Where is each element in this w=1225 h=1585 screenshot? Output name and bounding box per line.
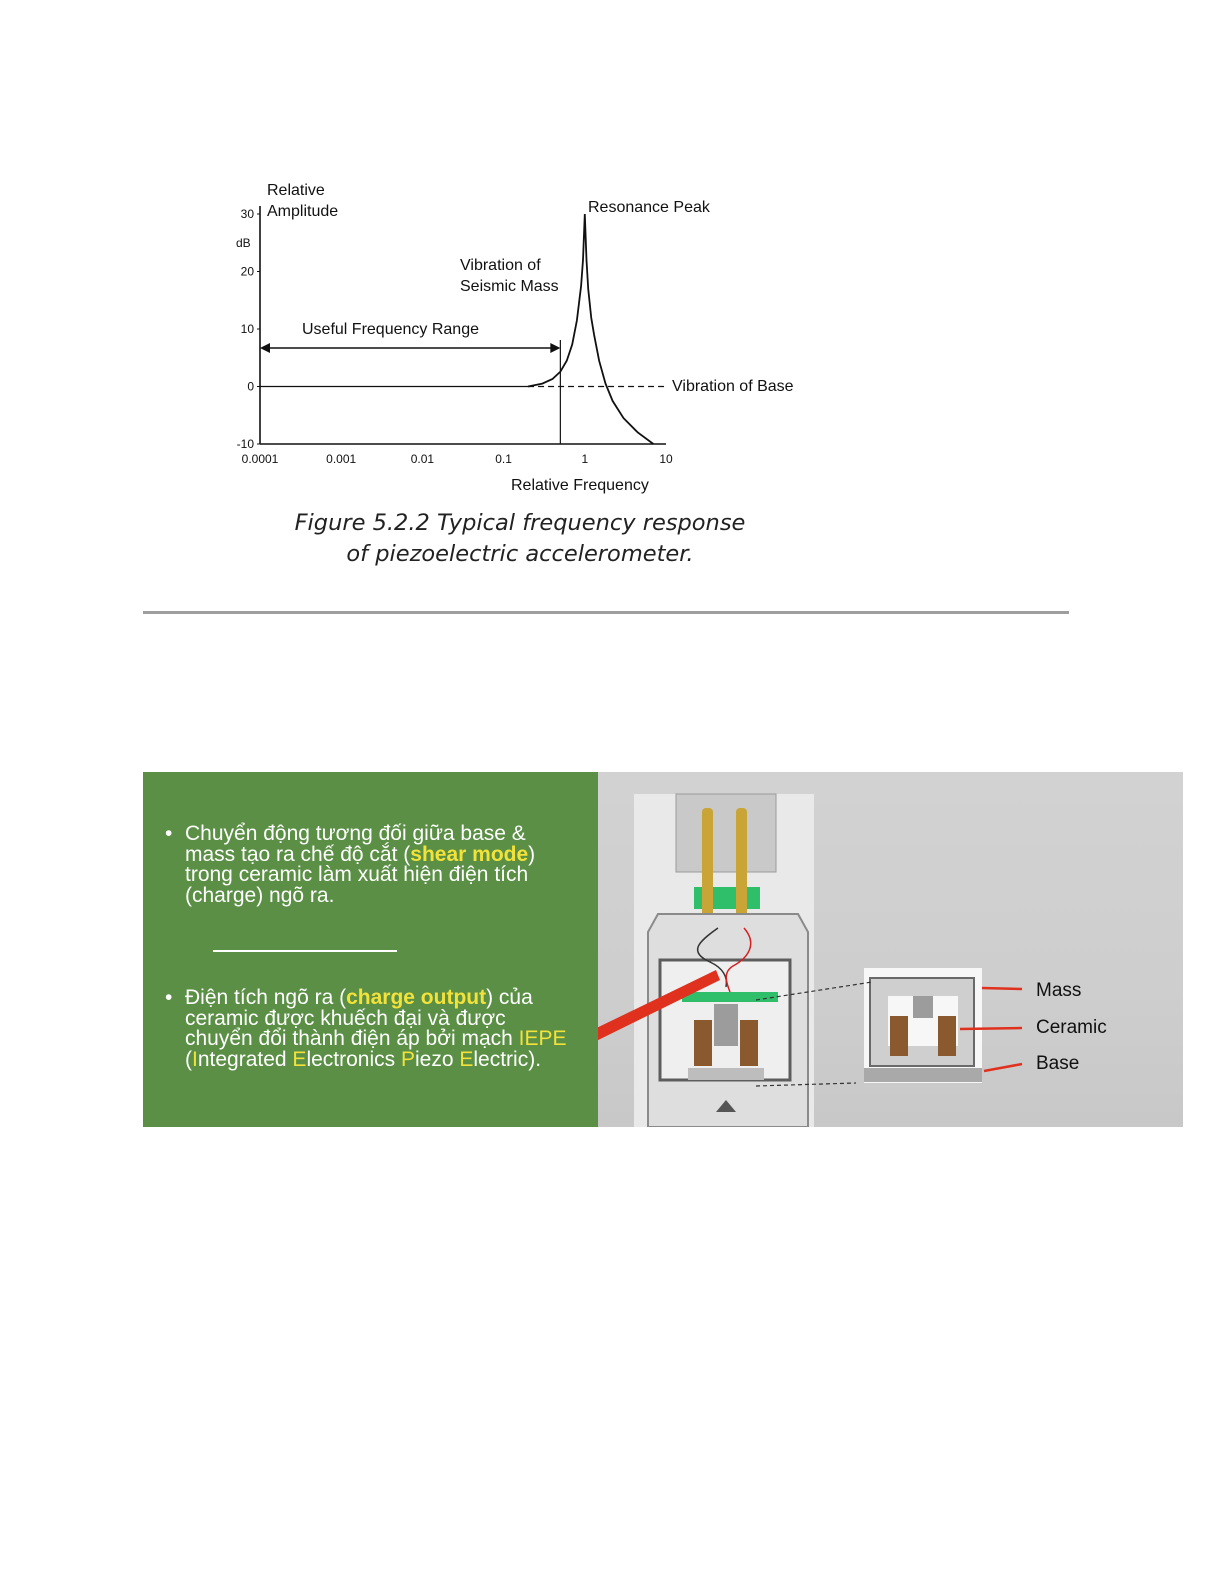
series-line-seismic-mass bbox=[528, 214, 653, 444]
frequency-response-chart bbox=[220, 170, 840, 510]
ceramic-arrow bbox=[960, 1028, 1022, 1029]
useful-range-arrowhead-left bbox=[260, 343, 270, 353]
x-tick-label: 10 bbox=[659, 452, 673, 466]
center-post bbox=[714, 1004, 738, 1046]
bullet2-text-b: ) của ceramic được khuếch đại và được chuyển đổi thành điện áp bởi mạch bbox=[185, 986, 533, 1050]
y-tick-label: 20 bbox=[240, 264, 254, 279]
x-tick-label: 0.001 bbox=[326, 452, 357, 466]
circuit-board bbox=[682, 992, 778, 1002]
annotation-seismic-mass-line1: Vibration of bbox=[460, 257, 541, 274]
mass-arrow bbox=[982, 988, 1022, 989]
y-tick-label: -10 bbox=[236, 437, 254, 451]
useful-range-arrow bbox=[260, 340, 560, 444]
figure-caption-line2: of piezoelectric accelerometer. bbox=[346, 541, 694, 567]
figure-caption-line1: Figure 5.2.2 Typical frequency response bbox=[294, 510, 746, 536]
accelerometer-cutaway-diagram bbox=[598, 772, 1183, 1127]
label-base: Base bbox=[1036, 1053, 1080, 1074]
annotation-seismic-mass-line2: Seismic Mass bbox=[460, 278, 559, 295]
annotation-resonance-peak: Resonance Peak bbox=[588, 199, 710, 216]
inset-ceramic-left bbox=[890, 1016, 908, 1056]
x-axis-label: Relative Frequency bbox=[511, 477, 649, 494]
pin-left bbox=[702, 808, 713, 928]
x-tick-label: 0.01 bbox=[410, 452, 435, 466]
y-axis-label-line1: Relative bbox=[267, 182, 325, 199]
bullet-shear-mode bbox=[165, 824, 575, 906]
inset-post bbox=[913, 996, 933, 1018]
bullet2-highlight: charge output bbox=[346, 986, 487, 1009]
inset-base bbox=[864, 1068, 982, 1082]
ceramic-right bbox=[740, 1020, 758, 1066]
bullet-dot: • bbox=[165, 986, 173, 1009]
x-tick-label: 0.1 bbox=[495, 452, 512, 466]
bullet-dot: • bbox=[165, 822, 173, 845]
inset-ceramic-right bbox=[938, 1016, 956, 1056]
base-arrow bbox=[984, 1064, 1022, 1071]
slide-text-panel bbox=[143, 772, 598, 1127]
label-ceramic: Ceramic bbox=[1036, 1017, 1107, 1038]
internal-base bbox=[688, 1068, 764, 1080]
slide-diagram-panel bbox=[598, 772, 1183, 1127]
pin-right bbox=[736, 808, 747, 928]
bullet1-text-a: Chuyển động tương đối giữa base & mass tạo ra chế độ cắt ( bbox=[185, 822, 526, 866]
slide-screenshot bbox=[143, 772, 1183, 1127]
ceramic-left bbox=[694, 1020, 712, 1066]
annotation-useful-range: Useful Frequency Range bbox=[302, 321, 479, 338]
label-mass: Mass bbox=[1036, 980, 1082, 1001]
annotation-vibration-of-base: Vibration of Base bbox=[672, 378, 794, 395]
bullet-charge-output: • Điện tích ngõ ra (charge output) của ceramic được khuếch đại và được chuyển đổi thành điện áp bởi mạch IEPE (Integrated Electronics Piezo Electric). bbox=[165, 986, 567, 1071]
y-tick-label: 30 bbox=[240, 207, 254, 221]
bullet1-highlight: shear mode bbox=[410, 842, 529, 866]
y-tick-label: 10 bbox=[240, 322, 254, 336]
y-unit-label: dB bbox=[236, 236, 251, 250]
horizontal-rule bbox=[143, 611, 1069, 614]
y-axis-label-line2: Amplitude bbox=[267, 203, 339, 220]
bullet2-text-a: Điện tích ngõ ra ( bbox=[185, 986, 347, 1009]
iepe-acronym: IEPE bbox=[518, 1027, 567, 1050]
connector-housing bbox=[676, 794, 776, 872]
x-tick-labels bbox=[242, 452, 673, 466]
y-tick-label: 0 bbox=[247, 379, 254, 394]
slide-divider bbox=[213, 950, 397, 952]
x-tick-label: 0.0001 bbox=[241, 452, 279, 466]
x-tick-label: 1 bbox=[581, 452, 589, 466]
figure-caption bbox=[290, 508, 750, 570]
bullet1-text-b: ) trong ceramic làm xuất hiện điện tích (charge) ngõ ra. bbox=[185, 842, 536, 907]
useful-range-arrowhead-right bbox=[550, 343, 560, 353]
